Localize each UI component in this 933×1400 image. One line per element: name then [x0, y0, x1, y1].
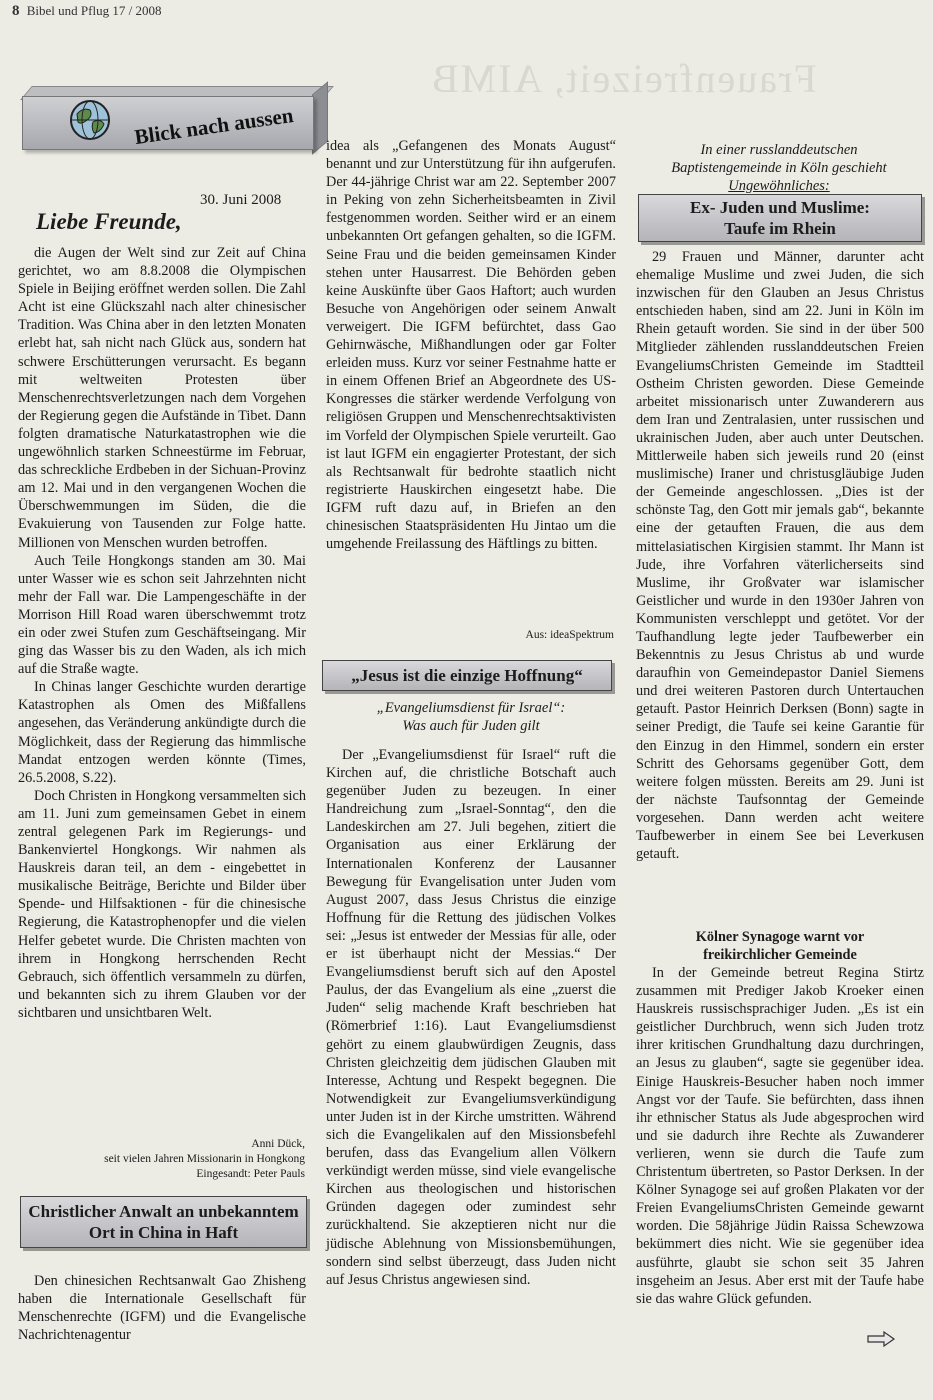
globe-icon	[68, 98, 112, 142]
signature-name: Anni Dück,	[251, 1138, 305, 1150]
arrow-right-icon	[866, 1330, 896, 1348]
signature-submitted: Eingesandt: Peter Pauls	[196, 1168, 305, 1180]
show-through-text: Frauenfreizeit, AIMB	[430, 56, 817, 101]
taufe-intro: In einer russlanddeutschen Baptistengemeinde in Köln geschieht Ungewöhnliches:	[671, 142, 887, 194]
anwalt-body-continued: idea als „Gefangenen des Monats August“ benannt und zur Unterstützung für ihn aufgerufen. Der 44-jährige Christ war am 22. September 2007 in Peking von zehn Sicherheitsbeamten in Zivil festgenommen worden. Seither wird er an einem unbekannten Ort gefangen gehalten, so die IGFM. Seine Frau und die beiden gemeinsamen Kinder stehen unter Hausarrest. Die Behörden geben keine Auskünfte über Gaos Haftort; auch wurden Besuche von Angehörigen oder seinem Anwalt verweigert. Die IGFM befürchtet, dass Gao Gehirnwäsche, Mißhandlungen oder gar Folter erleiden muss. Kurz vor seiner Festnahme hatte er in einem Offenen Brief an Abgeordnete des US-Kongresses die stärker werdende Verfolgung von religiösen Gruppen und Menschenrechtsaktivisten im Vorfeld der Olympischen Spiele verurteilt. Gao ist laut IGFM ein engagierter Protestant, der sich als Rechtsanwalt für bedrohte staatlich nicht registrierte Hauskirchen eingesetzt habe. Die IGFM ruft dazu auf, in Briefen an den chinesischen Staatspräsidenten Hu Jintao um die umgehende Freilassung des Häftlings zu bitten.	[326, 138, 616, 553]
page-number: 8	[12, 3, 20, 19]
publication-title: Bibel und Pflug 17 / 2008	[26, 3, 162, 18]
letter-date: 30. Juni 2008	[200, 192, 282, 208]
synagoge-body: In der Gemeinde betreut Regina Stirtz zusammen mit Prediger Jakob Kroeker einen Hauskreis russischsprachiger Juden. „Es ist ein geistlicher Durchbruch, wenn sich Juden trotz ihrer kritischen Grundhaltung dazu durchringen, an Jesus zu glauben“, sagte sie gegenüber idea. Einige Hauskreis-Besucher haben noch immer Angst vor der Taufe. Sie befürchten, dass ihnen ihr ethnischer Status als Jude abgesprochen wird und sie dadurch ihre Rechte als Zuwanderer verlieren, wenn sie durch die Taufe zum Christentum übertreten, so Pastor Derksen. In der Kölner Synagoge sei auf großen Plakaten vor der Freien EvangeliumsChristen Gemeinde gewarnt worden. Die 58jährige Jüdin Raissa Schewzowa bekümmert dies nicht. Wie sie gegenüber idea ausführte, glaubt sie schon seit 35 Jahren insgeheim an Jesus. Aber erst mit der Taufe habe sie das wahre Glück gefunden.	[636, 965, 924, 1307]
letter-paragraph: Doch Christen in Hongkong versammelten sich am 11. Juni zum gemeinsamen Gebet in einem zentral gelegenen Park im Regierungs- und Bankenviertel Hongkongs. Wir nahmen als Hauskreis daran teil, an dem - eingebettet in musikalische Beiträge, Berichte und Bilder über Spende- und Hilfsaktionen - für die chinesische Regierung, die Katastrophenopfer und die vielen Helfer gebetet wurde. Die Christen machten von ihrem in Hongkong herrschenden Recht Gebrauch, sich öffentlich versammeln zu dürfen, und bekannten sich zu ihrem Glauben vor der sichtbaren und unsichtbaren Welt.	[18, 787, 306, 1021]
jesus-headline: „Jesus ist die einzige Hoffnung“	[322, 660, 612, 691]
letter-body	[18, 244, 306, 1022]
blick-nach-aussen-banner	[22, 86, 328, 152]
page-header	[12, 3, 161, 20]
taufe-body: 29 Frauen und Männer, darunter acht ehemalige Muslime und zwei Juden, die sich inzwischen für den Glauben an Jesus Christus entschieden haben, sind am 22. Juni in Köln im Rhein getauft worden. Sie sind in der über 500 Mitglieder zählenden russlanddeutschen Freien EvangeliumsChristen Gemeinde im Stadtteil Ostheim Christen geworden. Diese Gemeinde arbeitet missionarisch unter Zuwanderern aus dem Iran und Zentralasien, unter russischen und ukrainischen Juden, aber auch unter Deutschen. Mittlerweile haben sich jeweils rund 20 (einst muslimische) Iraner und christusgläubige Juden der Gemeinde angeschlossen. „Dies ist der schönste Tag, den Gott mir jemals gab“, bekannte eine der getauften Frauen, die aus dem mittelasiatischen Kirgisien stammt. Ihr Mann ist Jude, ihre Vorfahren väterlicherseits sind Muslime, ihr Großvater war islamischer Geistlicher und wurde in den 1930er Jahren von Kommunisten verschleppt und getötet. Vor der Taufhandlung legte jeder Taufbewerber ein Bekenntnis zu Jesus Christus ab und wurde daraufhin von Gemeindepastor Daniel Siemens und drei weiteren Pastoren durch Untertauchen getauft. Pastor Heinrich Derksen (Bonn) sagte in seiner Predigt, die Taufe sei keine Garantie für den Einzug in den Himmel, sondern ein erster Schritt des Gehorsams gegenüber Gott, dem weitere folgen müssten. Bereits am 29. Juni ist der nächste Taufsonntag der Gemeinde vorgesehen. Dann werden acht weitere Taufbewerber in einem See bei Leverkusen getauft.	[636, 249, 924, 863]
letter-paragraph: In Chinas langer Geschichte wurden derartige Katastrophen als Omen des Mißfallens angesehen, das Veränderung ankündigte durch die Möglichkeit, dass der Regierung das himmlische Mandat entzogen werden könnte (Times, 26.5.2008, S.22).	[18, 679, 306, 786]
jesus-intro: „Evangeliumsdienst für Israel“: Was auch für Juden gilt	[376, 700, 566, 734]
anwalt-body-start: Den chinesichen Rechtsanwalt Gao Zhisheng haben die Internationale Gesellschaft für Menschenrechte (IGFM) und die Evangelische Nachrichtenagentur	[18, 1273, 306, 1344]
banner-label: Blick nach aussen	[133, 102, 295, 150]
taufe-headline: Ex- Juden und Muslime: Taufe im Rhein	[638, 194, 922, 242]
letter-paragraph: die Augen der Welt sind zur Zeit auf China gerichtet, wo am 8.8.2008 die Olympischen Spiele in Beijing eröffnet werden sollen. Die Zahl Acht ist eine Glückszahl nach alter chinesischer Tradition. Was China aber in den letzten Monaten erlebt hat, sah nicht nach Glück aus, sondern hat schwere Erschütterungen verursacht. Es begann mit weltweiten Protesten über Menschenrechtsverletzungen nach dem Vorgehen der Regierung gegen die Aufstände in Tibet. Dann folgten dramatische Naturkatastrophen wie die ungewöhnlich starken Schneestürme im Februar, das schreckliche Erdbeben in der Sichuan-Provinz am 12. Mai und in den vergangenen Wochen die Überschwemmungen im Süden, die die Evakuierung von Tausenden zur Folge hatte. Millionen von Menschen wurden betroffen.	[18, 245, 306, 551]
signature-role: seit vielen Jahren Missionarin in Hongkong	[104, 1153, 305, 1165]
anwalt-source: Aus: ideaSpektrum	[525, 629, 614, 641]
anwalt-headline: Christlicher Anwalt an unbekanntem Ort in China in Haft	[20, 1196, 307, 1248]
jesus-body: Der „Evangeliumsdienst für Israel“ ruft die Kirchen auf, die christliche Botschaft auch gegenüber Juden zu bezeugen. In einer Handreichung zum „Israel-Sonntag“, den die Landeskirchen am 27. Juli begehen, zitiert die Organisation aus einer Erklärung der Internationalen Konferenz der Lausanner Bewegung für Evangelisation unter Juden vom August 2007, dass Jesus Christus die einzige Hoffnung für die Rettung des jüdischen Volkes sei: „Jesus ist entweder der Messias für alle, oder er ist überhaupt nicht der Messias.“ Der Evangeliumsdienst beruft sich auf den Apostel Paulus, der das Evangelium als eine „zuerst die Juden“ selig machende Kraft beschrieben hat (Römerbrief 1:16). Laut Evangeliumsdienst gehört zu einem glaubwürdigen Zeugnis, dass Christen gleichzeitig dem jüdischen Glauben mit Interesse, Achtung und Respekt begegnen. Die Notwendigkeit zur Evangeliumsverkündigung unter Juden ist in der Kirche umstritten. Während sich die Evangelikalen auf den Missionsbefehl berufen, dass das Evangelium allen Völkern verkündigt werden müsse, sind viele evangelische Kirchen aus theologischen und historischen Gründen dagegen oder zumindest sehr zurückhaltend. Sie akzeptieren nicht nur die jüdische Ablehnung von Missionsbemühungen, sondern sind selbst überzeugt, dass Juden nicht auf Jesus Christus angewiesen sind.	[326, 747, 616, 1288]
letter-greeting: Liebe Freunde,	[36, 209, 182, 234]
synagoge-subhead: Kölner Synagoge warnt vor freikirchlicher Gemeinde	[695, 929, 865, 963]
letter-signature	[40, 1137, 305, 1182]
letter-paragraph: Auch Teile Hongkongs standen am 30. Mai unter Wasser wie es schon seit Jahrzehnten nicht mehr der Fall war. Die Lampengeschäfte in der Morrison Hill Road waren überschwemmt trotz ein oder zwei Stufen zum Geschäftseingang. Mir ging das Wasser bis zu den Waden, als ich mich auf die Straße wagte.	[18, 552, 306, 678]
